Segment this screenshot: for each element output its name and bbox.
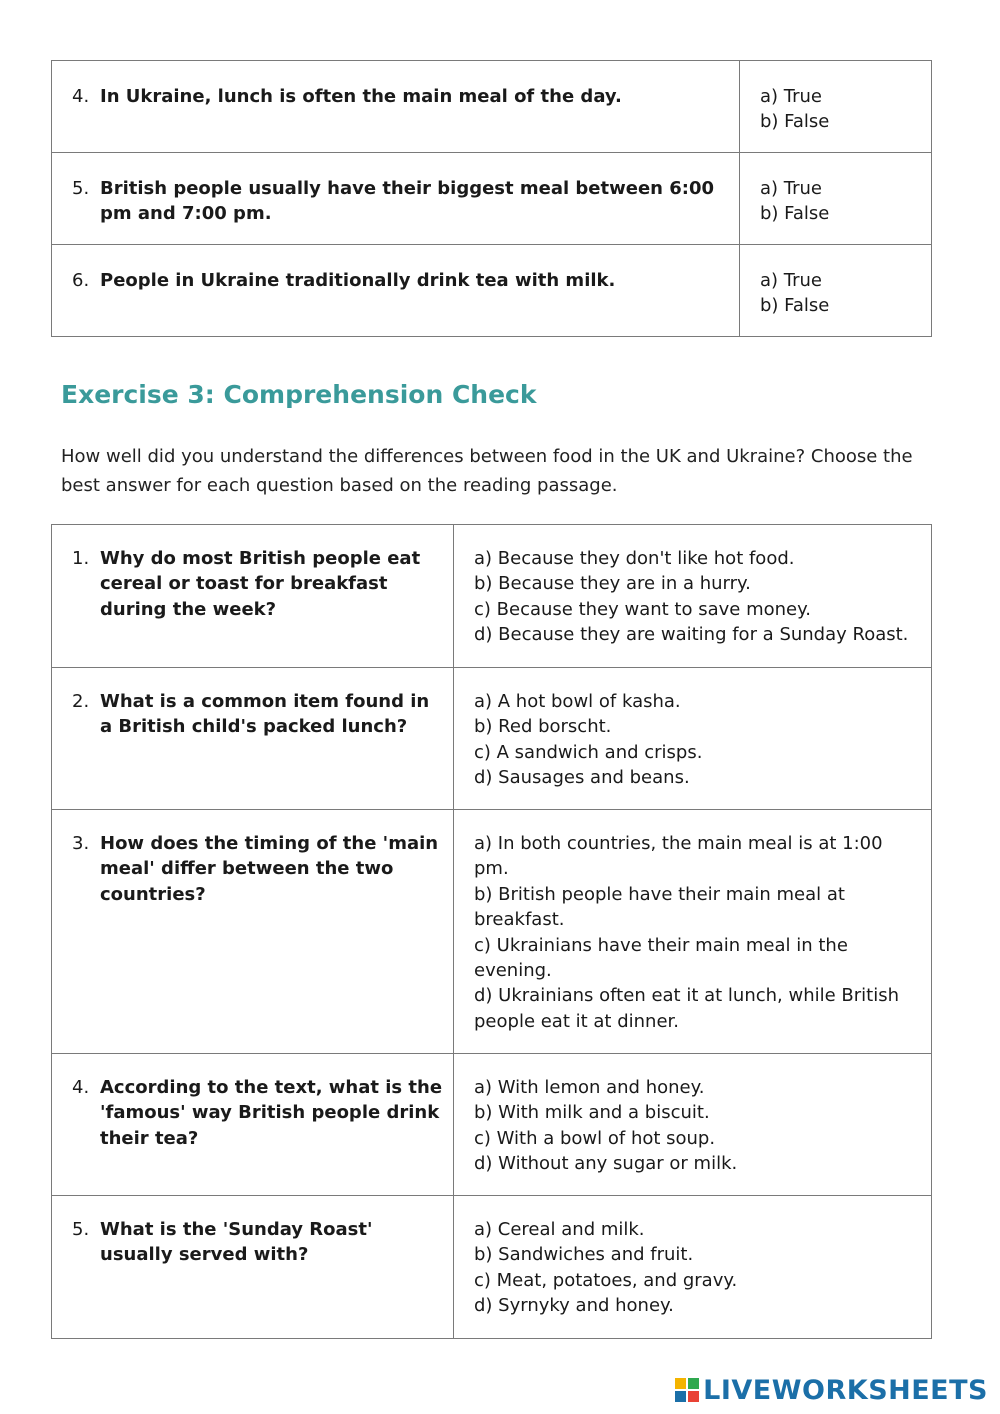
question-cell: [52, 61, 740, 153]
option-d[interactable]: d) Without any sugar or milk.: [474, 1153, 738, 1175]
liveworksheets-logo[interactable]: [675, 1374, 988, 1406]
option-d[interactable]: d) Ukrainians often eat it at lunch, while British people eat it at dinner.: [474, 985, 900, 1032]
question-number: 2.: [72, 691, 90, 712]
option-a[interactable]: a) Because they don't like hot food.: [474, 548, 795, 569]
question-cell: [52, 153, 740, 245]
true-false-table: [51, 60, 932, 337]
table-row: [52, 61, 932, 153]
table-row: [52, 153, 932, 245]
options-cell: [740, 245, 932, 337]
table-row: [52, 1196, 932, 1339]
option-true[interactable]: a) True: [760, 270, 823, 291]
option-c[interactable]: c) A sandwich and crisps.: [474, 741, 703, 763]
options-cell: [740, 61, 932, 153]
question-number: 3.: [72, 833, 90, 854]
logo-square: [675, 1378, 686, 1389]
logo-squares-icon: [675, 1378, 699, 1402]
logo-text: LIVEWORKSHEETS: [703, 1374, 988, 1406]
table-row: [52, 525, 932, 668]
option-c[interactable]: c) Because they want to save money.: [474, 598, 811, 620]
option-c[interactable]: c) Ukrainians have their main meal in the evening.: [474, 934, 848, 982]
options-cell: [454, 668, 932, 810]
option-a[interactable]: a) A hot bowl of kasha.: [474, 691, 681, 712]
option-false[interactable]: b) False: [760, 295, 830, 317]
question-cell: [52, 810, 454, 1054]
option-c[interactable]: c) With a bowl of hot soup.: [474, 1127, 716, 1149]
question-text: What is a common item found in a British child's packed lunch?: [100, 691, 430, 738]
option-b[interactable]: b) Sandwiches and fruit.: [474, 1244, 694, 1266]
option-b[interactable]: b) Because they are in a hurry.: [474, 573, 751, 595]
question-text: According to the text, what is the 'famous' way British people drink their tea?: [100, 1077, 443, 1149]
option-b[interactable]: b) British people have their main meal at breakfast.: [474, 883, 845, 931]
table-row: [52, 1054, 932, 1196]
table-row: [52, 668, 932, 810]
exercise-title: Exercise 3: Comprehension Check: [61, 380, 537, 409]
question-number: 1.: [72, 548, 90, 569]
option-true[interactable]: a) True: [760, 86, 823, 107]
option-false[interactable]: b) False: [760, 203, 830, 225]
question-text: Why do most British people eat cereal or toast for breakfast during the week?: [100, 548, 421, 620]
option-b[interactable]: b) With milk and a biscuit.: [474, 1102, 710, 1124]
question-text: How does the timing of the 'main meal' differ between the two countries?: [100, 833, 439, 905]
option-a[interactable]: a) Cereal and milk.: [474, 1219, 645, 1240]
option-false[interactable]: b) False: [760, 111, 830, 133]
option-d[interactable]: d) Sausages and beans.: [474, 767, 690, 789]
multiple-choice-table: [51, 524, 932, 1339]
options-cell: [454, 1196, 932, 1339]
options-cell: [454, 810, 932, 1054]
option-a[interactable]: a) With lemon and honey.: [474, 1077, 705, 1098]
option-d[interactable]: d) Syrnyky and honey.: [474, 1295, 674, 1317]
question-cell: [52, 1196, 454, 1339]
options-cell: [454, 1054, 932, 1196]
option-c[interactable]: c) Meat, potatoes, and gravy.: [474, 1269, 738, 1291]
question-number: 6.: [72, 270, 90, 291]
question-number: 5.: [72, 1219, 90, 1240]
logo-square: [688, 1391, 699, 1402]
question-number: 4.: [72, 86, 90, 107]
option-a[interactable]: a) In both countries, the main meal is at 1:00 pm.: [474, 833, 883, 880]
question-cell: [52, 245, 740, 337]
logo-square: [675, 1391, 686, 1402]
question-text: People in Ukraine traditionally drink tea with milk.: [100, 270, 616, 291]
question-cell: [52, 1054, 454, 1196]
question-text: What is the 'Sunday Roast' usually served with?: [100, 1219, 373, 1266]
options-cell: [454, 525, 932, 668]
table-row: [52, 810, 932, 1054]
option-d[interactable]: d) Because they are waiting for a Sunday Roast.: [474, 624, 909, 646]
question-cell: [52, 668, 454, 810]
table-row: [52, 245, 932, 337]
question-cell: [52, 525, 454, 668]
option-true[interactable]: a) True: [760, 178, 823, 199]
question-text: British people usually have their biggest meal between 6:00 pm and 7:00 pm.: [100, 178, 715, 225]
question-text: In Ukraine, lunch is often the main meal of the day.: [100, 86, 622, 107]
options-cell: [740, 153, 932, 245]
logo-square: [688, 1378, 699, 1389]
exercise-intro: How well did you understand the differences between food in the UK and Ukraine? Choose the best answer for each question based on the reading passage.: [61, 446, 913, 496]
question-number: 5.: [72, 178, 90, 199]
question-number: 4.: [72, 1077, 90, 1098]
option-b[interactable]: b) Red borscht.: [474, 716, 612, 738]
